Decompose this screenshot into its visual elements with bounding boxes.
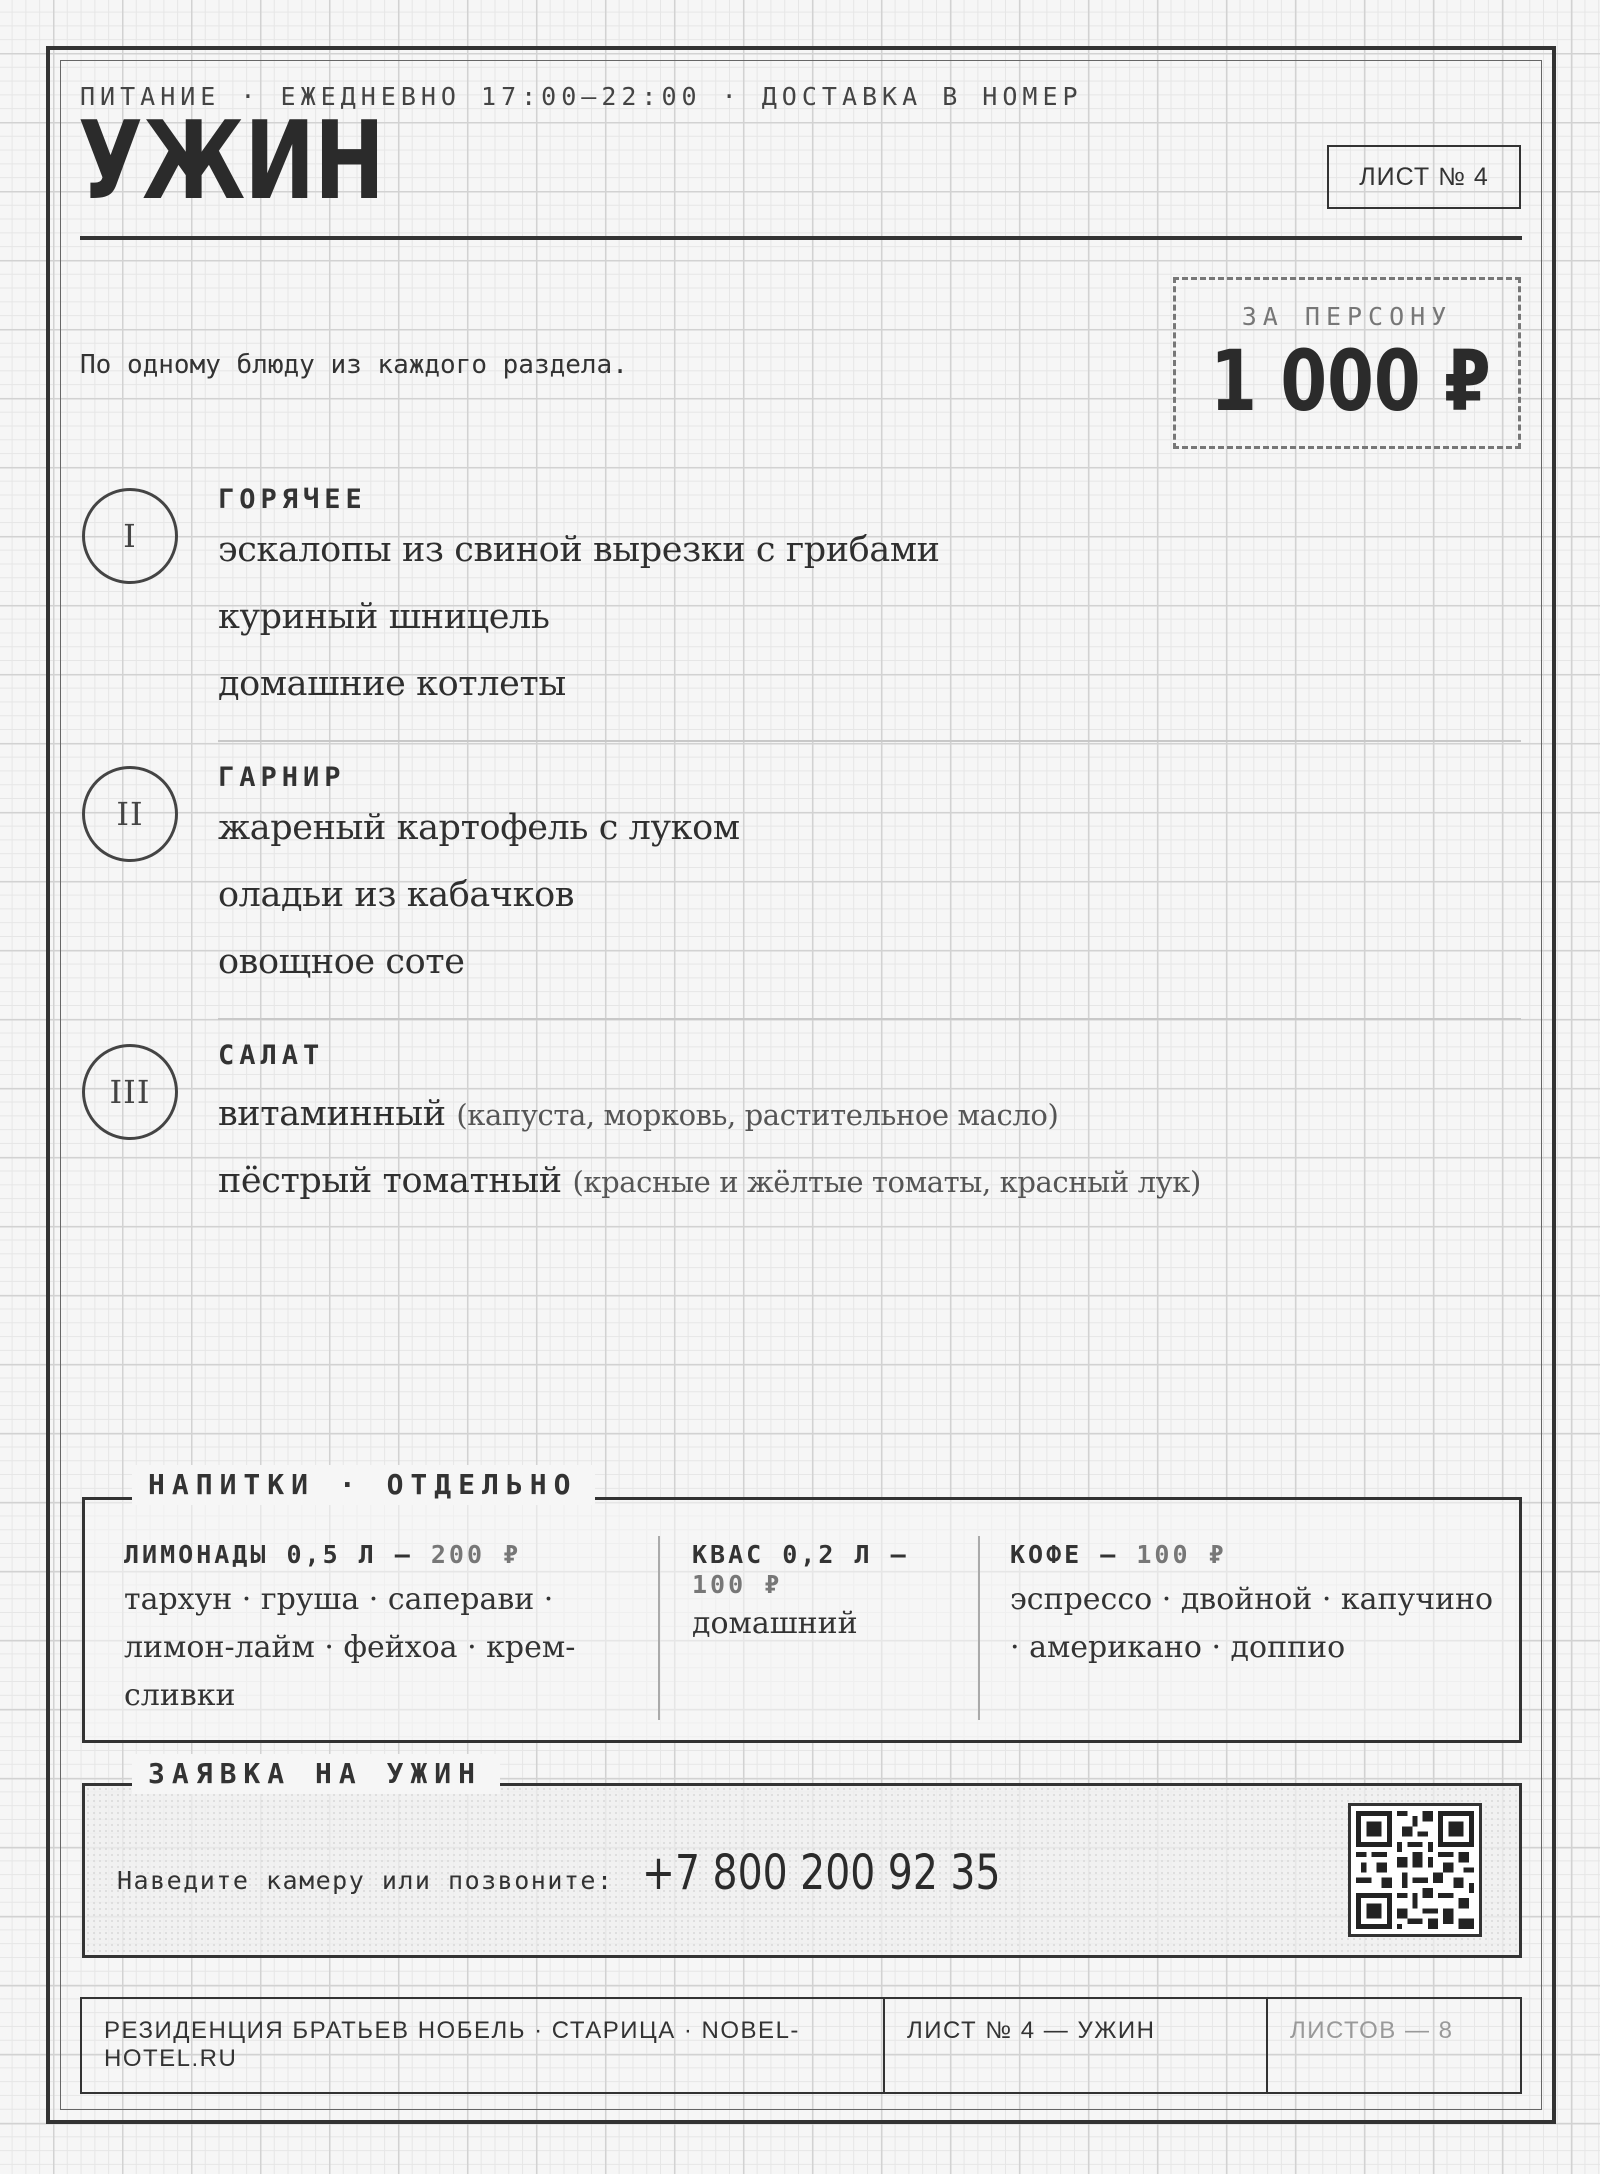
dish-note: (красные и жёлтые томаты, красный лук) <box>572 1165 1201 1199</box>
drinks-column-lemonade <box>124 1540 594 1720</box>
phone-number[interactable]: +7 800 200 92 35 <box>642 1845 1001 1901</box>
page-title: УЖИН <box>78 99 384 224</box>
dish-item: овощное соте <box>218 942 465 982</box>
dish-name: пёстрый томатный <box>218 1161 562 1201</box>
order-prompt: Наведите камеру или позвоните: <box>117 1866 614 1895</box>
price-box <box>1173 277 1521 449</box>
drinks-title: НАПИТКИ · ОТДЕЛЬНО <box>132 1465 595 1505</box>
drinks-column-head: ЛИМОНАДЫ 0,5 Л — 200 ₽ <box>124 1540 522 1569</box>
section-numeral-salad: III <box>82 1044 178 1140</box>
footer-sheet-title: ЛИСТ № 4 — УЖИН <box>885 1999 1268 2092</box>
dish-item: жареный картофель с луком <box>218 808 740 848</box>
footer-title-block <box>80 1997 1522 2094</box>
drinks-column-divider <box>658 1536 660 1720</box>
section-divider <box>218 1018 1521 1020</box>
drinks-column-divider <box>978 1536 980 1720</box>
price-label: ЗА ПЕРСОНУ <box>1241 302 1453 331</box>
price-value: 1 000 ₽ <box>1210 332 1491 430</box>
qr-code-icon[interactable] <box>1348 1803 1482 1937</box>
drinks-column-text: домашний <box>692 1606 858 1641</box>
drinks-column-text: тархун · груша · саперави · лимон-лайм · фейхоа · крем- сливки <box>124 1582 576 1713</box>
footer-hotel: РЕЗИДЕНЦИЯ БРАТЬЕВ НОБЕЛЬ · СТАРИЦА · NOBEL- HOTEL.RU <box>82 1999 885 2092</box>
intro-text: По одному блюду из каждого раздела. <box>80 350 628 380</box>
drinks-column-head: КОФЕ — 100 ₽ <box>1010 1540 1227 1569</box>
order-title: ЗАЯВКА НА УЖИН <box>132 1754 500 1794</box>
drinks-price: 200 ₽ <box>430 1540 522 1569</box>
dish-note: (капуста, морковь, растительное масло) <box>456 1098 1059 1132</box>
dish-item: оладьи из кабачков <box>218 875 575 915</box>
drinks-column-coffee <box>1010 1540 1510 1672</box>
sheet-number-badge: ЛИСТ № 4 <box>1327 145 1521 209</box>
drinks-column-text: эспрессо · двойной · капучино · американо · доппио <box>1010 1582 1494 1665</box>
section-title-salad: САЛАТ <box>218 1040 325 1071</box>
drinks-column-kvass <box>692 1540 962 1648</box>
section-title-side: ГАРНИР <box>218 762 346 793</box>
section-divider <box>218 740 1521 742</box>
section-numeral-side: II <box>82 766 178 862</box>
footer-sheet-count: ЛИСТОВ — 8 <box>1290 2017 1454 2044</box>
header-rule <box>80 236 1522 240</box>
drinks-price: 100 ₽ <box>692 1570 783 1599</box>
dish-item: эскалопы из свиной вырезки с грибами <box>218 530 940 570</box>
section-title-hot: ГОРЯЧЕЕ <box>218 484 367 515</box>
dish-item <box>218 1094 1058 1134</box>
header-meta: ПИТАНИЕ · ЕЖЕДНЕВНО 17:00–22:00 · ДОСТАВКА В НОМЕР <box>80 82 1083 111</box>
drinks-column-head: КВАС 0,2 Л — 100 ₽ <box>692 1540 962 1600</box>
dish-item: домашние котлеты <box>218 664 566 704</box>
drinks-price: 100 ₽ <box>1136 1540 1227 1569</box>
section-numeral-hot: I <box>82 488 178 584</box>
dish-item <box>218 1161 1201 1201</box>
dish-item: куриный шницель <box>218 597 550 637</box>
dish-name: витаминный <box>218 1094 446 1134</box>
